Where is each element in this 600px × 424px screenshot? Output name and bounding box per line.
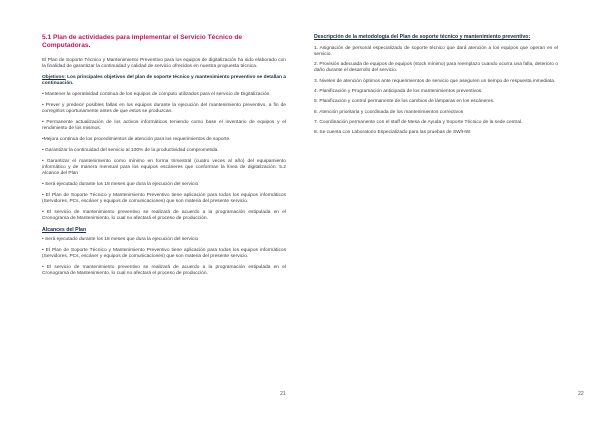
right-page <box>300 0 600 424</box>
methodology-list <box>314 46 558 137</box>
scope-heading: Alcances del Plan <box>42 226 87 233</box>
page-number-right: 22 <box>578 391 584 397</box>
objective-bullet: • Será ejecutado durante los 18 meses que dura la ejecución del servicio <box>42 181 199 187</box>
section-title: 5.1 Plan de actividades para implementar el Servicio Técnico de Computadoras. <box>42 34 243 50</box>
methodology-item: 4. Planificación y Programación anticipada de los mantenimientos preventivos. <box>314 89 483 95</box>
scope-bullet: • El Plan de Soporte Técnico y Mantenimiento Preventivo tiene aplicación para todos los equipos informáticos (Servidores, PCs, escáner y equipos de comunicaciones) que son materia del presente servicio. <box>42 247 286 260</box>
scope-bullet: • Será ejecutado durante los 18 meses que dura la ejecución del servicio <box>42 236 199 242</box>
methodology-item: 2. Provisión adecuada de equipos de equipos (stock mínimo) para reemplazo cuando ocurra una falla, deterioro o daño durante el desarrollo del servicio. <box>314 62 558 74</box>
methodology-heading: Descripción de la metodología del Plan de soporte técnico y mantenimiento preventivo: <box>314 34 531 40</box>
objective-bullet: • Permanente actualización de los activos informáticos teniendo como base el inventario de equipos y el rendimiento de los mismos. <box>42 119 286 132</box>
objective-bullet: •Mejora continua de los procedimientos de atención para los requerimientos de soporte. <box>42 136 231 142</box>
scope-bullet: • El servicio de mantenimiento preventivo se realizará de acuerdo a la programación estipulada en el Cronograma de Mantenimiento, lo cual no afectará el proceso de producción. <box>42 264 286 277</box>
objective-bullet: • El servicio de mantenimiento preventivo se realizará de acuerdo a la programación estipulada en el Cronograma de Mantenimiento, lo cual no afectará el proceso de producción. <box>42 209 286 222</box>
objective-bullet: • Garantizar la continuidad del servicio al 100% de la productividad comprometida. <box>42 147 219 153</box>
objective-bullet: • Prever y predecir posibles fallas en los equipos durante la ejecución del mantenimiento preventivo, a fin de corregirlos oportunamente antes de que estos se produzcan. <box>42 102 286 115</box>
objective-bullet: • Mantener la operatividad continua de los equipos de cómputo utilizados para el servicio de Digitalización. <box>42 92 271 97</box>
methodology-item: 1. Asignación de personal especializado de soporte técnico que dará atención a los equipos que operan en el servicio. <box>314 45 558 57</box>
methodology-item: 8. Se cuenta con Laboratorio Especializado para las pruebas de SW/HW. <box>314 130 472 136</box>
methodology-item: 6. Atención prioritaria y coordinada de los mantenimientos correctivos <box>314 109 464 115</box>
methodology-item: 5. Planificación y control permanente de los cambios de lámparas en los escáneres. <box>314 99 495 105</box>
objectives-label: Objetivos: <box>42 74 66 80</box>
objective-bullet: • El Plan de Soporte Técnico y Mantenimiento Preventivo tiene aplicación para todos los equipos informáticos (Servidores, PCs, escáner y equipos de comunicaciones) que son materia del presente servicio. <box>42 192 286 205</box>
objective-bullet: • Garantizar el mantenimiento como mínimo en forma trimestral (cuatro veces al año) del equipamiento informático y de manera mensual para los equipos escáneres que conforman la línea de digitalización. 5.2 Alcance del Plan <box>42 158 286 177</box>
objectives-text: Los principales objetivos del plan de soporte técnico y mantenimiento preventivo se detallan a continuación. <box>42 74 286 87</box>
objectives-paragraph <box>42 75 286 88</box>
methodology-item: 7. Coordinación permanente con el staff de Mesa de Ayuda y Soporte Técnico de la sede central. <box>314 119 523 125</box>
methodology-item: 3. Niveles de atención óptimos ante requerimientos de servicio que aseguren un tiempo de respuesta inmediata. <box>314 78 556 84</box>
left-page-content <box>42 34 286 282</box>
right-page-content <box>314 34 558 141</box>
page-number-left: 21 <box>280 391 286 397</box>
intro-paragraph: El Plan de Soporte Técnico y Mantenimiento Preventivo para los equipos de digitalización ha sido elaborado con la finalidad de garantizar la continuidad y calidad de servicio ofrecidos en nuestra propuesta técnica. <box>42 57 286 70</box>
